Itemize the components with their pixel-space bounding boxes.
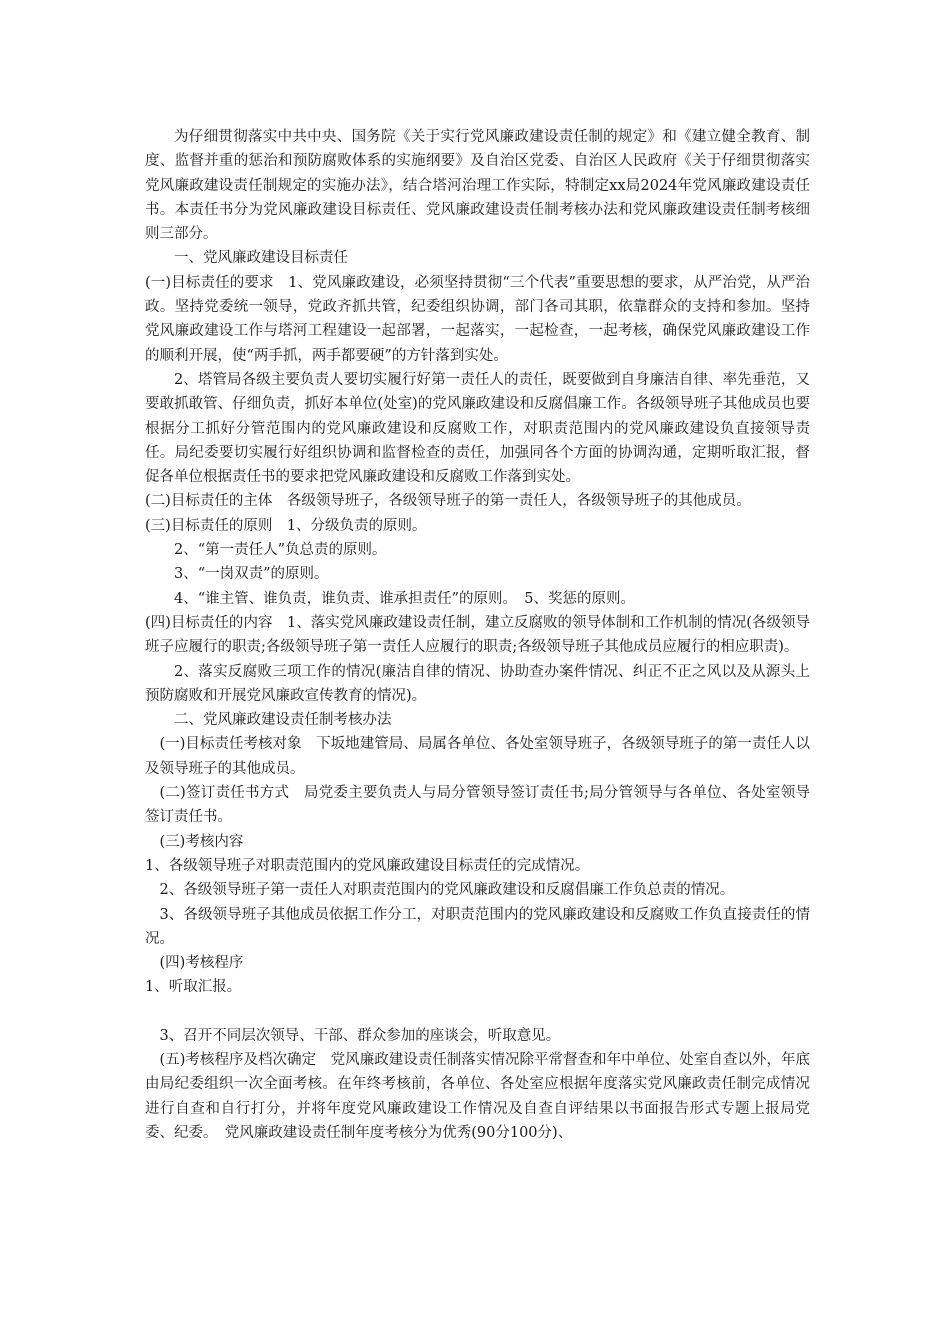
paragraph: (四)考核程序	[159, 955, 244, 972]
paragraph: 3、“一岗双责”的原则。	[174, 566, 329, 583]
paragraph: 2、“第一责任人”负总责的原则。	[174, 542, 387, 559]
paragraph: 3、召开不同层次领导、干部、群众参加的座谈会，听取意见。	[159, 1027, 561, 1044]
paragraph: (二)目标责任的主体 各级领导班子，各级领导班子的第一责任人，各级领导班子的其他成员。	[145, 493, 751, 510]
paragraph: (三)目标责任的原则 1、分级负责的原则。	[145, 517, 427, 534]
paragraph: 1、听取汇报。	[145, 979, 242, 996]
paragraph: 2、塔管局各级主要负责人要切实履行好第一责任人的责任，既要做到自身廉洁自律、率先垂范，又要敢抓敢管、仔细负责，抓好本单位(处室)的党风廉政建设和反腐倡廉工作。各级领导班子其他成员也要根据分工抓好分管范围内的党风廉政建设和反腐败工作，对职责范围内的党风廉政建设负直接领导责任。局纪委要切实履行好组织协调和监督检查的责任，加强同各个方面的协调沟通，定期听取汇报，督促各单位根据责任书的要求把党风廉政建设和反腐败工作落到实处。	[145, 371, 810, 486]
section-heading-1: 一、党风廉政建设目标责任	[174, 250, 348, 267]
paragraph: 2、落实反腐败三项工作的情况(廉洁自律的情况、协助查办案件情况、纠正不正之风以及从源头上预防腐败和开展党风廉政宣传教育的情况)。	[145, 663, 810, 704]
paragraph: 2、各级领导班子第一责任人对职责范围内的党风廉政建设和反腐倡廉工作负总责的情况。	[159, 882, 735, 899]
blank-gap	[145, 1000, 810, 1024]
intro-paragraph: 为仔细贯彻落实中共中央、国务院《关于实行党风廉政建设责任制的规定》和《建立健全教育、制度、监督并重的惩治和预防腐败体系的实施纲要》及自治区党委、自治区人民政府《关于仔细贯彻落实党风廉政建设责任制规定的实施办法》，结合塔河治理工作实际，特制定xx局2024年党风廉政建设责任书。本责任书分为党风廉政建设目标责任、党风廉政建设责任制考核办法和党风廉政建设责任制考核细则三部分。	[145, 129, 810, 243]
paragraph: 4、“谁主管、谁负责，谁负责、谁承担责任”的原则。 5、奖惩的原则。	[174, 590, 636, 607]
paragraph: (一)目标责任考核对象 下坂地建管局、局属各单位、各处室领导班子，各级领导班子的第一责任人以及领导班子的其他成员。	[145, 736, 810, 777]
paragraph: 1、各级领导班子对职责范围内的党风廉政建设目标责任的完成情况。	[145, 857, 590, 874]
paragraph: (四)目标责任的内容 1、落实党风廉政建设责任制，建立反腐败的领导体制和工作机制的情况(各级领导班子应履行的职责;各级领导班子第一责任人应履行的职责;各级领导班子其他成员应履行的相应职责)。	[145, 614, 810, 656]
paragraph: (一)目标责任的要求 1、党风廉政建设，必须坚持贯彻“三个代表”重要思想的要求，从严治党，从严治政。坚持党委统一领导，党政齐抓共管，纪委组织协调，部门各司其职，依靠群众的支持和参加。坚持党风廉政建设工作与塔河工程建设一起部署，一起落实，一起检查，一起考核，确保党风廉政建设工作的顺利开展，使“两手抓，两手都要硬”的方针落到实处。	[145, 274, 810, 364]
paragraph: 3、各级领导班子其他成员依据工作分工，对职责范围内的党风廉政建设和反腐败工作负直接责任的情况。	[145, 906, 810, 947]
document-body	[145, 125, 810, 1145]
paragraph: (二)签订责任书方式 局党委主要负责人与局分管领导签订责任书;局分管领导与各单位、各处室领导签订责任书。	[145, 785, 810, 826]
paragraph: (五)考核程序及档次确定 党风廉政建设责任制落实情况除平常督查和年中单位、处室自查以外，年底由局纪委组织一次全面考核。在年终考核前，各单位、各处室应根据年度落实党风廉政责任制完成情况进行自查和自行打分，并将年度党风廉政建设工作情况及自查自评结果以书面报告形式专题上报局党委、纪委。 党风廉政建设责任制年度考核分为优秀(90分100分)、	[145, 1051, 810, 1141]
section-heading-2: 二、党风廉政建设责任制考核办法	[174, 712, 392, 729]
paragraph: (三)考核内容	[159, 833, 244, 850]
